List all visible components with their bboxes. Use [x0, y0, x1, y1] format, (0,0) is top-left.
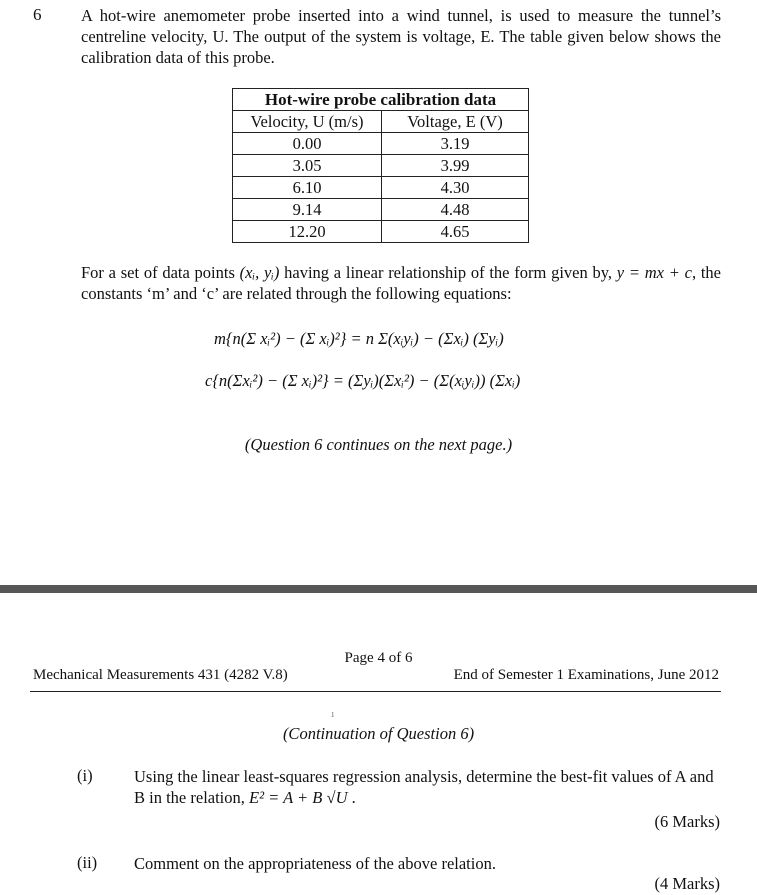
page-number: Page 4 of 6 — [344, 650, 413, 666]
voltage-cell: 4.65 — [382, 221, 529, 243]
part-ii-marks: (4 Marks) — [654, 874, 720, 893]
part-ii-label: (ii) — [77, 853, 98, 872]
text-fragment: , the constants ‘m’ and ‘c’ are related through the following equations: — [81, 263, 722, 303]
equation-c: c{n(Σxᵢ²) − (Σ xᵢ)²} = (Σyᵢ)(Σxᵢ²) − (Σ(xᵢyᵢ)) (Σxᵢ) — [205, 371, 521, 390]
footer-course: Mechanical Measurements 431 (4282 V.8) — [33, 667, 288, 683]
table-row — [233, 221, 529, 243]
linear-form: y = mx + c — [616, 263, 692, 282]
part-i-text — [134, 766, 720, 808]
continues-note: (Question 6 continues on the next page.) — [244, 435, 513, 454]
table-header-voltage: Voltage, E (V) — [382, 111, 529, 133]
velocity-cell: 9.14 — [233, 199, 382, 221]
question-number: 6 — [33, 5, 42, 24]
velocity-cell: 6.10 — [233, 177, 382, 199]
velocity-cell: 3.05 — [233, 155, 382, 177]
data-point-pair: (xᵢ, yᵢ) — [239, 263, 280, 282]
table-row — [233, 177, 529, 199]
table-header-velocity: Velocity, U (m/s) — [233, 111, 382, 133]
table-row — [233, 199, 529, 221]
page-break-divider — [0, 585, 757, 593]
equation-m: m{n(Σ xᵢ²) − (Σ xᵢ)²} = n Σ(xᵢyᵢ) − (Σxᵢ) (Σyᵢ) — [214, 329, 504, 348]
text-fragment: For a set of data points — [81, 263, 240, 282]
part-i-label: (i) — [77, 766, 93, 785]
table-row — [233, 155, 529, 177]
text-fragment: . — [347, 788, 356, 807]
voltage-cell: 4.30 — [382, 177, 529, 199]
voltage-cell: 3.19 — [382, 133, 529, 155]
text-fragment: having a linear relationship of the form given by, — [279, 263, 617, 282]
part-ii-text: Comment on the appropriateness of the above relation. — [134, 854, 496, 873]
velocity-cell: 0.00 — [233, 133, 382, 155]
text-fragment: Using the linear least-squares regression analysis, determine the best-fit values of A and B in the relation, — [134, 767, 714, 807]
stray-mark: 1 — [331, 711, 335, 719]
calibration-table — [232, 88, 529, 243]
linear-relationship-text — [81, 262, 721, 304]
voltage-cell: 4.48 — [382, 199, 529, 221]
velocity-cell: 12.20 — [233, 221, 382, 243]
part-i-marks: (6 Marks) — [654, 812, 720, 831]
footer-exam: End of Semester 1 Examinations, June 2012 — [453, 667, 719, 683]
question-intro: A hot-wire anemometer probe inserted into a wind tunnel, is used to measure the tunnel’s centreline velocity, U. The output of the system is voltage, E. The table given below shows the calibration data of this probe. — [81, 6, 721, 67]
continuation-heading: (Continuation of Question 6) — [282, 724, 475, 743]
table-title: Hot-wire probe calibration data — [233, 89, 529, 111]
table-row — [233, 133, 529, 155]
footer-rule — [30, 691, 721, 692]
relation-formula: E² = A + B √U — [249, 788, 348, 807]
voltage-cell: 3.99 — [382, 155, 529, 177]
